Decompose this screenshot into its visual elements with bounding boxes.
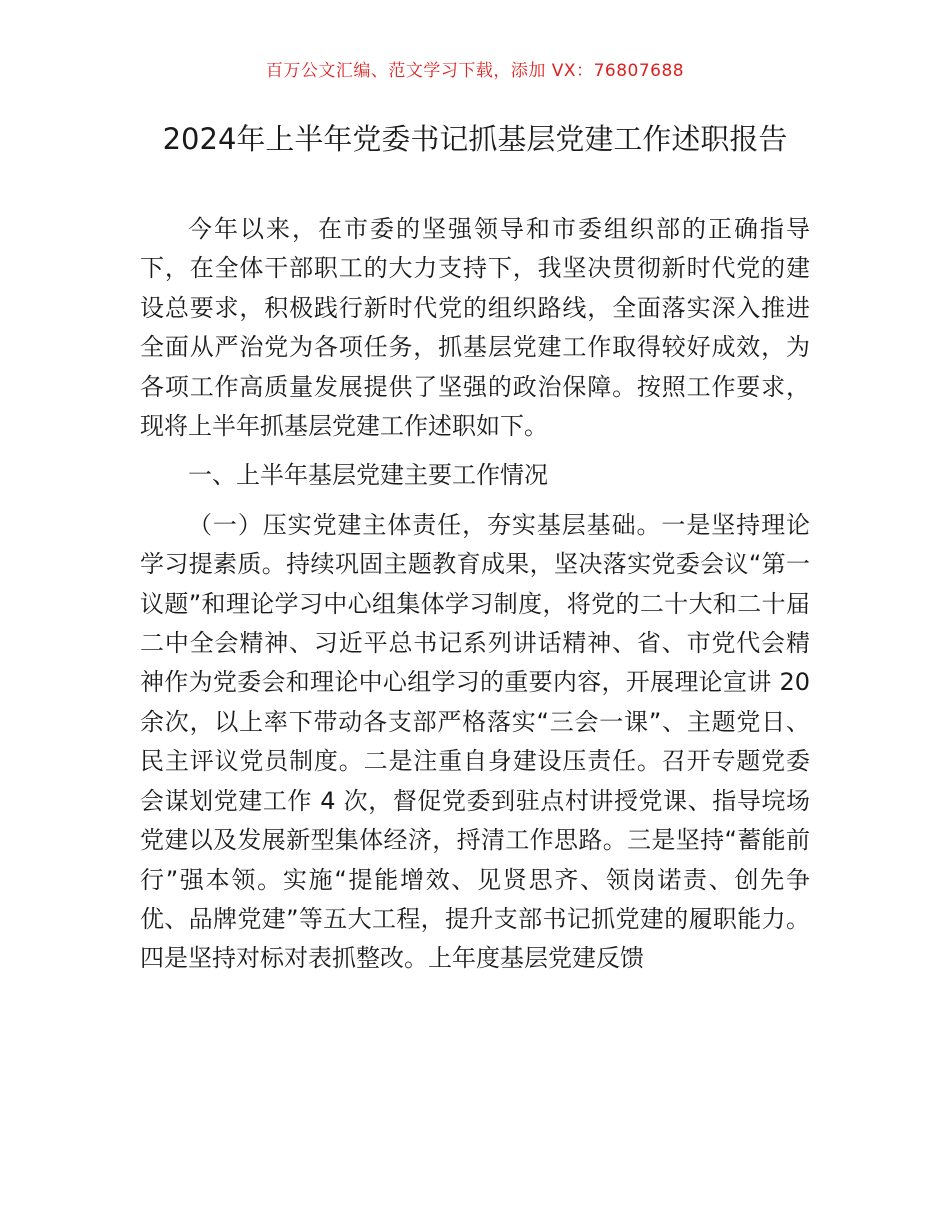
document-body xyxy=(140,210,810,979)
watermark-header: 百万公文汇编、范文学习下载，添加 VX：76807688 xyxy=(265,61,685,81)
intro-paragraph: 今年以来，在市委的坚强领导和市委组织部的正确指导下，在全体干部职工的大力支持下，我坚决贯彻新时代党的建设总要求，积极践行新时代党的组织路线，全面落实深入推进全面从严治党为各项任务，抓基层党建工作取得较好成效，为各项工作高质量发展提供了坚强的政治保障。按照工作要求，现将上半年抓基层党建工作述职如下。 xyxy=(140,215,810,441)
document-title: 2024年上半年党委书记抓基层党建工作述职报告 xyxy=(162,122,788,156)
section-paragraph: （一）压实党建主体责任，夯实基层基础。一是坚持理论学习提素质。持续巩固主题教育成果，坚决落实党委会议“第一议题”和理论学习中心组集体学习制度，将党的二十大和二十届二中全会精神、习近平总书记系列讲话精神、省、市党代会精神作为党委会和理论中心组学习的重要内容，开展理论宣讲 20 余次，以上率下带动各支部严格落实“三会一课”、主题党日、民主评议党员制度。二是注重自身建设压责任。召开专题党委会谋划党建工作 4 次，督促党委到驻点村讲授党课、指导垸场党建以及发展新型集体经济，捋清工作思路。三是坚持“蓄能前行”强本领。实施“提能增效、见贤思齐、领岗诺责、创先争优、品牌党建”等五大工程，提升支部书记抓党建的履职能力。四是坚持对标对表抓整改。上年度基层党建反馈 xyxy=(140,510,810,973)
section-heading: 一、上半年基层党建主要工作情况 xyxy=(188,461,548,490)
